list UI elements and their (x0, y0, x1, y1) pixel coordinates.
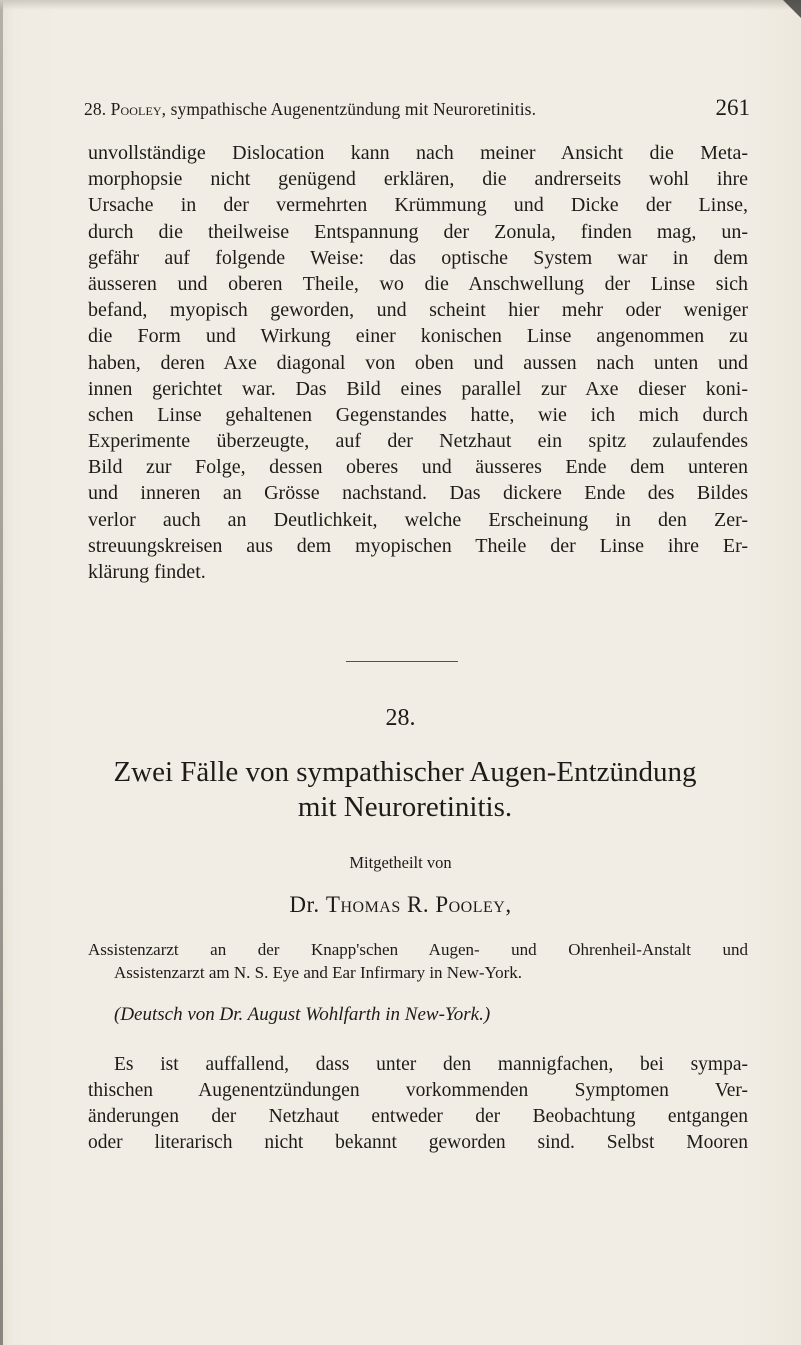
text-line: Es ist auffallend, dass unter den mannigfachen, bei sympa- (114, 1054, 748, 1075)
running-head-author: Pooley, (110, 99, 167, 119)
page-binding-edge (0, 0, 3, 1345)
text-line: unvollständige Dislocation kann nach meiner Ansicht die Meta- (88, 142, 748, 164)
author-byline (0, 892, 801, 918)
author-name: Thomas R. Pooley, (325, 892, 512, 917)
text-line: die Form und Wirkung einer konischen Linse angenommen zu (88, 325, 748, 348)
text-line: streuungskreisen aus dem myopischen Theile der Linse ihre Er- (88, 534, 748, 557)
running-head-title (84, 99, 710, 120)
section-divider (346, 661, 458, 662)
running-head-text: sympathische Augenentzündung mit Neuroretinitis. (170, 99, 537, 119)
text-line: oder literarisch nicht bekannt geworden sind. Selbst Mooren (88, 1132, 748, 1153)
text-line: Ursache in der vermehrten Krümmung und Dicke der Linse, (88, 194, 748, 217)
text-line: änderungen der Netzhaut entweder der Beobachtung entgangen (88, 1106, 748, 1127)
text-line: schen Linse gehaltenen Gegenstandes hatte, wie ich mich durch (88, 403, 748, 426)
page-number: 261 (715, 95, 750, 120)
text-line: durch die theilweise Entspannung der Zonula, finden mag, un- (88, 220, 748, 243)
page-top-shadow (0, 0, 801, 10)
text-line: befand, myopisch geworden, und scheint hier mehr oder weniger (88, 299, 748, 322)
text-line: Bild zur Folge, dessen oberes und äusseres Ende dem unteren (88, 456, 748, 479)
text-line: äusseren und oberen Theile, wo die Anschwellung der Linse sich (88, 272, 748, 295)
text-line: innen gerichtet war. Das Bild eines parallel zur Axe dieser koni- (88, 377, 748, 400)
text-line: haben, deren Axe diagonal von oben und aussen nach unten und (88, 351, 748, 374)
article-title-line: mit Neuroretinitis. (297, 791, 513, 823)
text-line: und inneren an Grösse nachstand. Das dickere Ende des Bildes (88, 482, 748, 505)
text-line: klärung findet. (88, 561, 206, 583)
text-line: Experimente überzeugte, auf der Netzhaut ein spitz zulaufendes (88, 430, 748, 453)
body-paragraph (88, 140, 748, 585)
affiliation-line: Assistenzarzt am N. S. Eye and Ear Infirmary in New-York. (114, 963, 523, 982)
affiliation-line: Assistenzarzt an der Knapp'schen Augen- und Ohrenheil-Anstalt und (88, 940, 748, 959)
author-affiliation (88, 938, 748, 984)
communicated-by: Mitgetheilt von (349, 853, 452, 872)
article-title (60, 755, 750, 825)
text-line: gefähr auf folgende Weise: das optische System war in dem (88, 246, 748, 269)
section-number: 28. (385, 705, 416, 731)
text-line: thischen Augenentzündungen vorkommenden Symptomen Ver- (88, 1080, 748, 1101)
author-prefix: Dr. (289, 892, 320, 917)
page-corner-shadow (783, 0, 801, 18)
text-line: morphopsie nicht genügend erklären, die andrerseits wohl ihre (88, 168, 748, 191)
article-paragraph (88, 1052, 748, 1156)
running-head-number: 28. (84, 99, 107, 119)
translator-note: (Deutsch von Dr. August Wohlfarth in New-York.) (114, 1004, 491, 1025)
running-head (84, 95, 750, 123)
text-line: verlor auch an Deutlichkeit, welche Erscheinung in den Zer- (88, 508, 748, 531)
article-title-line: Zwei Fälle von sympathischer Augen-Entzündung (113, 756, 697, 788)
